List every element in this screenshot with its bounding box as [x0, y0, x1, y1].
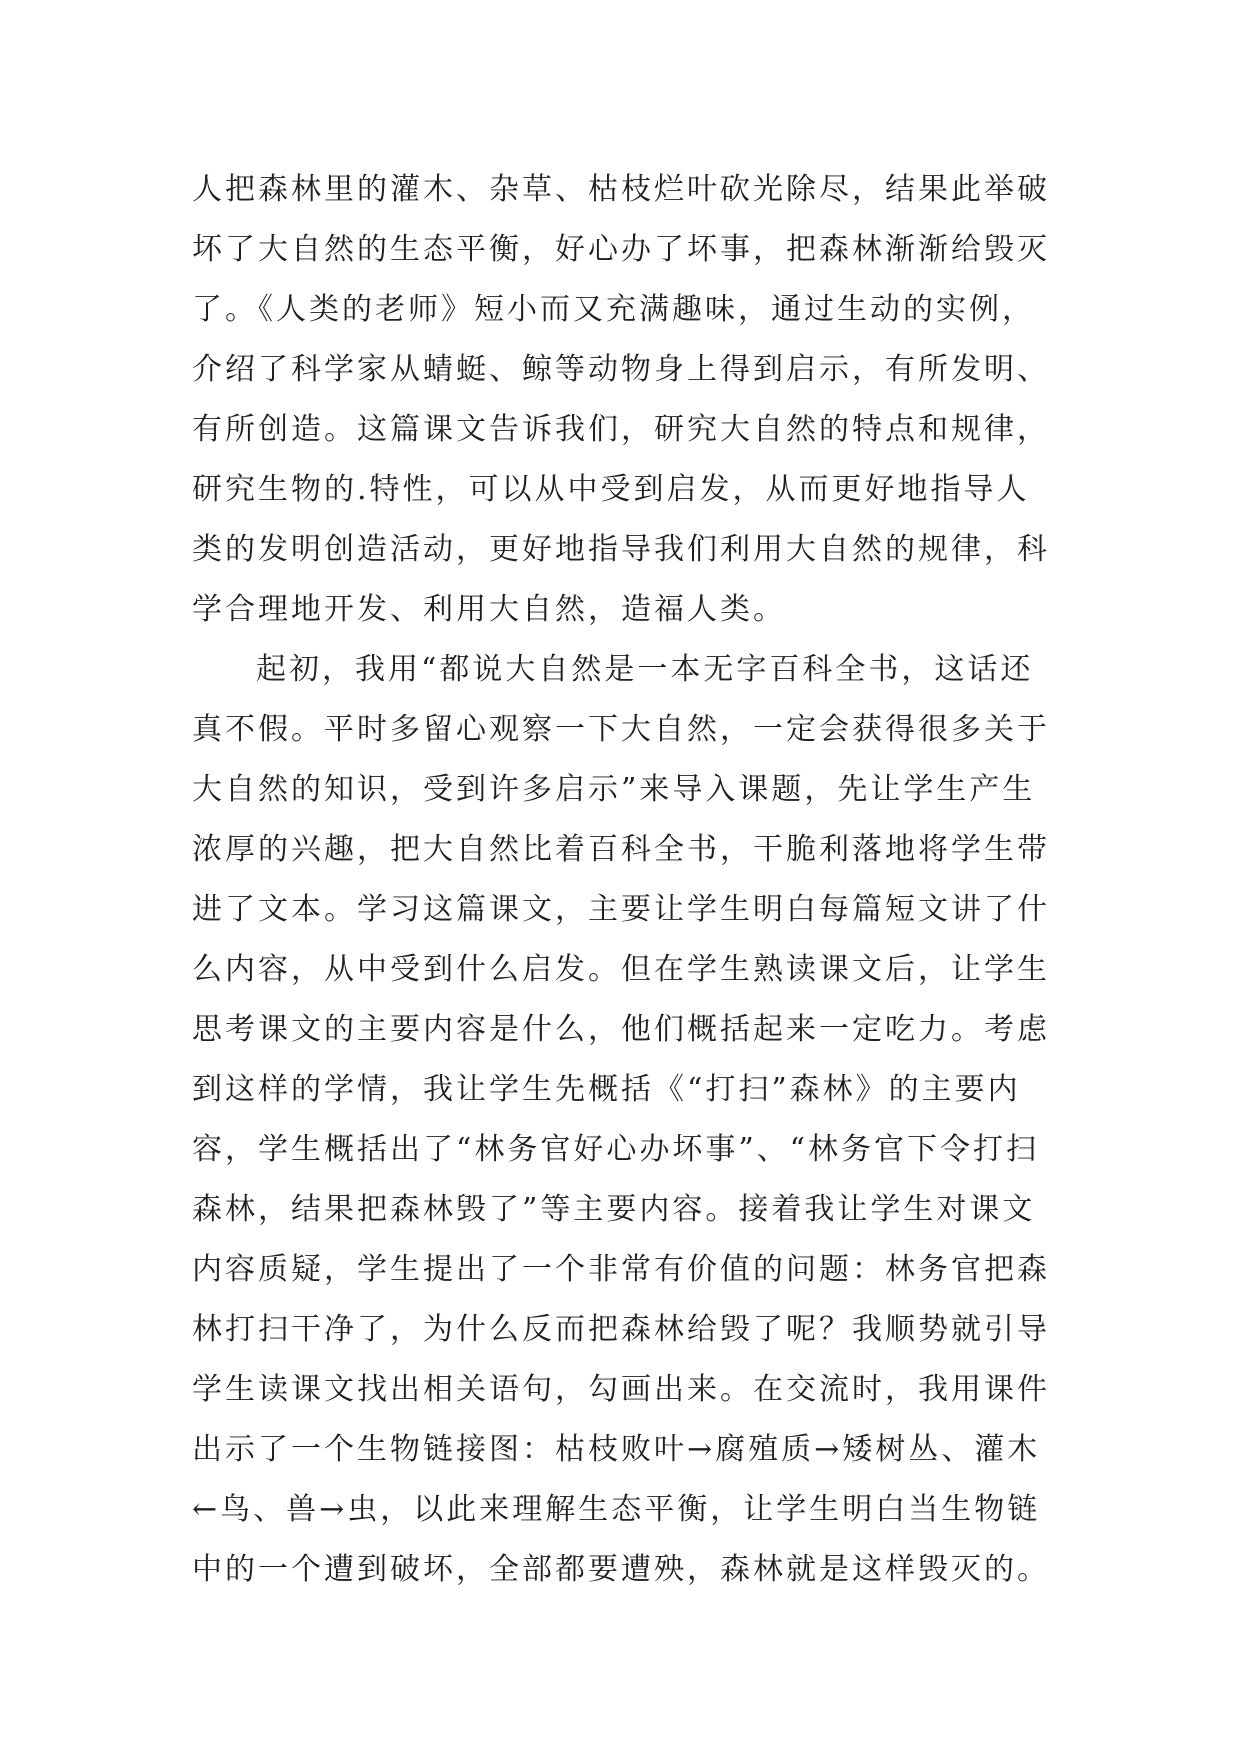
paragraph-line: 么内容，从中受到什么启发。但在学生熟读课文后，让学生	[192, 952, 1050, 987]
paragraph-line-indented: 起初，我用“都说大自然是一本无字百科全书，这话还	[256, 652, 1034, 687]
paragraph-line: 学生读课文找出相关语句，勾画出来。在交流时，我用课件	[192, 1372, 1050, 1407]
paragraph-line: 内容质疑，学生提出了一个非常有价值的问题：林务官把森	[192, 1252, 1050, 1287]
paragraph-line: 研究生物的.特性，可以从中受到启发，从而更好地指导人	[192, 472, 1030, 507]
body-text	[192, 160, 1072, 1600]
paragraph-line: 容，学生概括出了“林务官好心办坏事”、“林务官下令打扫	[192, 1132, 1040, 1167]
paragraph-line: 进了文本。学习这篇课文，主要让学生明白每篇短文讲了什	[192, 892, 1050, 927]
paragraph-line: 思考课文的主要内容是什么，他们概括起来一定吃力。考虑	[192, 1012, 1050, 1047]
paragraph-line: 有所创造。这篇课文告诉我们，研究大自然的特点和规律，	[192, 412, 1050, 447]
paragraph-line: 介绍了科学家从蜻蜓、鲸等动物身上得到启示，有所发明、	[192, 352, 1050, 387]
paragraph-line: 浓厚的兴趣，把大自然比着百科全书，干脆利落地将学生带	[192, 832, 1050, 867]
paragraph-line: 林打扫干净了，为什么反而把森林给毁了呢？我顺势就引导	[192, 1312, 1050, 1347]
paragraph-line: 坏了大自然的生态平衡，好心办了坏事，把森林渐渐给毁灭	[192, 232, 1050, 267]
paragraph-line: 真不假。平时多留心观察一下大自然，一定会获得很多关于	[192, 712, 1050, 747]
paragraph-line: ←鸟、兽→虫，以此来理解生态平衡，让学生明白当生物链	[192, 1492, 1041, 1527]
paragraph-line: 出示了一个生物链接图：枯枝败叶→腐殖质→矮树丛、灌木	[192, 1432, 1041, 1467]
paragraph-line: 人把森林里的灌木、杂草、枯枝烂叶砍光除尽，结果此举破	[192, 172, 1050, 207]
paragraph-line: 学合理地开发、利用大自然，造福人类。	[192, 592, 786, 627]
paragraph-line: 到这样的学情，我让学生先概括《“打扫”森林》的主要内	[192, 1072, 1021, 1107]
paragraph-line: 大自然的知识，受到许多启示”来导入课题，先让学生产生	[192, 772, 1036, 807]
paragraph-line: 森林，结果把森林毁了”等主要内容。接着我让学生对课文	[192, 1192, 1036, 1227]
paragraph-line: 类的发明创造活动，更好地指导我们利用大自然的规律，科	[192, 532, 1050, 567]
paragraph-line: 中的一个遭到破坏，全部都要遭殃，森林就是这样毁灭的。	[192, 1552, 1050, 1587]
paragraph-line: 了。《人类的老师》短小而又充满趣味，通过生动的实例，	[192, 292, 1035, 327]
